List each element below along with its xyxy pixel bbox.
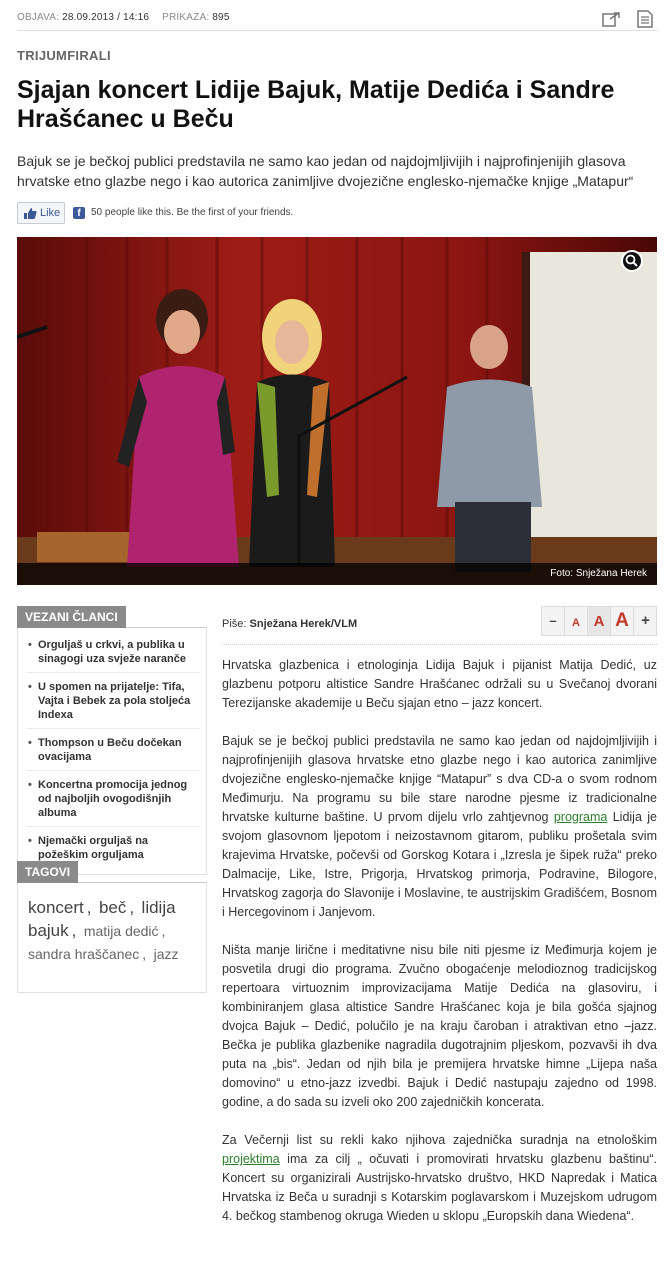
inline-link-programa[interactable]: programa — [553, 810, 608, 824]
byline-label: Piše: — [222, 618, 247, 630]
tag-link[interactable]: jazz — [153, 946, 179, 962]
tags-heading: TAGOVI — [17, 861, 78, 883]
like-button-label: Like — [40, 207, 61, 219]
facebook-icon: f — [73, 207, 85, 219]
related-articles-list — [17, 628, 207, 875]
magnifier-icon[interactable] — [621, 250, 643, 272]
like-count-text: 50 people like this. Be the first of your friends. — [91, 207, 294, 218]
views-count: 895 — [212, 12, 230, 23]
font-increase-button[interactable]: + — [641, 612, 650, 629]
tag-link[interactable]: lidija bajuk — [28, 898, 176, 940]
article-paragraph: Hrvatska glazbenica i etnologinja Lidija Bajuk i pijanist Matija Dedić, uz glazbenu potporu altistice Sandre Hrašćanec održali su u Svečanoj dvorani Terezijanske akademije u Beču sjajan etno – jazz koncert. — [222, 658, 657, 710]
tag-link[interactable]: matija dedić — [83, 923, 159, 939]
font-decrease-button[interactable]: – — [542, 607, 565, 635]
concert-photo-image — [17, 237, 657, 585]
paragraph-text: ima za cilj „ očuvati i promovirati hrvatsku glazbenu baštinu“. Koncert su organizirali Austrijsko-hrvatsko društvo, HKD Napredak i Matica Hrvatska iz Beča u suradnji s Kotarskim poglavarskom i Muzejskom udrugom 4. bečkog stambenog okruga Wieden u sklopu „Europskih dana Wiedena“. — [222, 1152, 657, 1223]
print-icon[interactable] — [635, 10, 655, 28]
font-large-button[interactable]: A — [611, 607, 634, 635]
author-name: Snježana Herek/VLM — [249, 618, 358, 630]
tags-box — [17, 861, 207, 993]
views-label: PRIKAZA: — [162, 12, 210, 23]
like-button[interactable] — [17, 202, 65, 224]
paragraph-text: Lidija je svojom glasovnom ljepotom i neizostavnom gitarom, publiku prošetala svim krajevima Hrvatske, počevši od Gorskog Kotara i „Izresla je šipek ruža“ preko Dalmacije, Like, Istre, Prigorja, Hrvatskog primorja, Podravine, Bilogore, Hrvatskog zagorja do Slavonije i Moslavine, te austrijskim Gradišćem, Bosnom i Hercegovinom i Janjevom. — [222, 810, 657, 919]
published-date: 28.09.2013 / 14:16 — [62, 12, 150, 23]
article-title: Sjajan koncert Lidije Bajuk, Matije Dedića i Sandre Hrašćanec u Beču — [17, 76, 615, 133]
article-meta-bar — [17, 10, 657, 32]
related-article-link[interactable]: • Njemački orguljaš na požeškim orguljama — [26, 832, 200, 868]
article-byline — [222, 618, 357, 630]
tag-link[interactable]: sandra hraščanec — [28, 946, 140, 962]
related-article-link[interactable]: • U spomen na prijatelje: Tifa, Vajta i Bebek za pola stoljeća Indexa — [26, 678, 200, 729]
article-lead: Bajuk se je bečkoj publici predstavila ne samo kao jedan od najdojmljivijih i najprofinjenijih glasova hrvatske etno glazbe nego i kao autorica zanimljive dvojezične englesko-njemačke knjige „Matapur“ — [17, 153, 634, 189]
related-article-link[interactable]: • Thompson u Beču dočekan ovacijama — [26, 734, 200, 771]
related-article-link[interactable]: • Orguljaš u crkvi, a publika u sinagogi uza svježe naranče — [26, 636, 200, 673]
photo-caption: Foto: Snježana Herek — [17, 563, 657, 585]
article-paragraph — [222, 1131, 657, 1226]
article-paragraph — [222, 732, 657, 922]
tags-header — [17, 861, 207, 883]
article-body — [222, 656, 657, 1245]
related-article-link[interactable]: • Koncertna promocija jednog od najboljih ovogodišnjih albuma — [26, 776, 200, 827]
article-meta — [17, 12, 230, 23]
published-label: OBJAVA: — [17, 12, 60, 23]
inline-link-projektima[interactable]: projektima — [222, 1152, 280, 1166]
related-articles-header — [17, 606, 207, 628]
paragraph-text: Za Večernji list su rekli kako njihova zajednička suradnja na etnološkim — [222, 1133, 657, 1147]
section-label[interactable]: TRIJUMFIRALI — [17, 48, 111, 63]
tag-link[interactable]: beč — [98, 898, 127, 917]
tag-cloud: koncert , beč , lidija bajuk , matija dedić , sandra hraščanec , jazz — [17, 883, 207, 993]
article-paragraph: Ništa manje lirične i meditativne nisu bile niti pjesme iz Međimurja kojem je posvetila drugi dio programa. Zvučno obogaćenje melodioznog tradicijskog repertoara virtuoznim improvizacijama Matije Dedića na glasoviru, i kombiniranjem glasa altistice Sandre Hrašćanec koja je bila gošća sjajnog dvojca Bajuk – Dedić, polučilo je na kraju čaroban i atraktivan etno –jazz. Bečka je publika glazbenike nagradila dugotrajnim pljeskom, pozvavši ih dva puta na „bis“. Jedan od njih bila je premijera hrvatske himne „Lijepa naša domovino“ u etno-jazz izvedbi. Bajuk i Dedić nastupaju zajedno od 1998. godine, a do sada su izveli oko 200 zajedničkih koncerata. — [222, 943, 657, 1109]
thumbs-up-icon — [23, 207, 37, 220]
font-small-button[interactable]: A — [565, 607, 588, 635]
share-icon[interactable] — [602, 10, 622, 28]
related-articles-heading: VEZANI ČLANCI — [17, 606, 126, 628]
top-divider — [17, 30, 657, 31]
byline-divider — [222, 644, 657, 645]
related-articles-box — [17, 606, 207, 875]
paragraph-text: Bajuk se je bečkoj publici predstavila ne samo kao jedan od najdojmljivijih i najprofinjenijih glasova hrvatske etno glazbe nego i kao autorica zanimljive dvojezične englesko-njemačke knjige “Matapur” s dva CD-a o svom rodnom Međimurju. Na programu su bile stare narodne pjesme iz tradicionalne hrvatske kulturne baštine. U prvom dijelu vrlo zahtjevnog — [222, 734, 657, 824]
article-photo[interactable] — [17, 237, 657, 585]
tag-link[interactable]: koncert — [28, 898, 84, 917]
font-medium-button[interactable]: A — [588, 607, 611, 635]
font-size-controls — [541, 606, 657, 636]
